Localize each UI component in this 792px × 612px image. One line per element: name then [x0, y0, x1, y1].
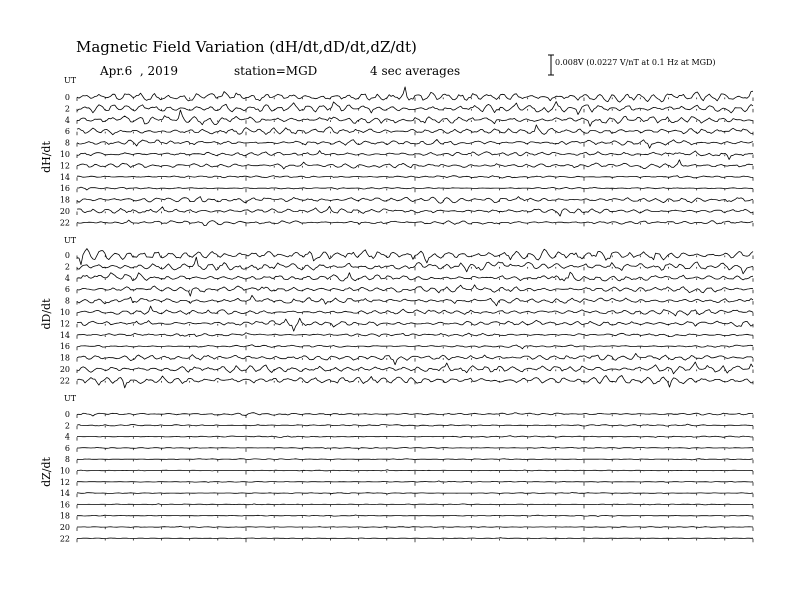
- averaging-label: 4 sec averages: [370, 64, 461, 78]
- hour-ticks: [77, 347, 753, 351]
- ut-tick-label: 0: [64, 93, 70, 102]
- scale-bar: [548, 55, 554, 75]
- ut-tick-label: 12: [59, 319, 70, 329]
- ut-tick-label: 10: [59, 466, 70, 476]
- scale-bar-label: 0.008V (0.0227 V/nT at 0.1 Hz at MGD): [555, 58, 716, 67]
- station-label: station=MGD: [234, 64, 318, 78]
- hour-ticks: [77, 505, 753, 509]
- ut-tick-label: 18: [59, 195, 70, 205]
- hour-ticks: [77, 494, 753, 498]
- hour-ticks: [77, 335, 753, 339]
- panel-2: [40, 236, 753, 388]
- hour-ticks: [77, 358, 753, 362]
- hour-ticks: [77, 177, 753, 181]
- ut-tick-label: 2: [64, 262, 70, 272]
- ut-axis-label: UT: [64, 76, 77, 85]
- ut-tick-label: 6: [64, 127, 70, 137]
- ut-tick-label: 4: [64, 115, 70, 125]
- hour-ticks: [77, 166, 753, 170]
- hour-ticks: [77, 313, 753, 317]
- trace-dHdt-ut2: [77, 102, 753, 115]
- panel-label: dH/dt: [40, 141, 53, 173]
- ut-tick-label: 0: [64, 410, 70, 419]
- ut-tick-label: 18: [59, 511, 70, 521]
- ut-tick-label: 6: [64, 285, 70, 295]
- ut-tick-label: 16: [59, 184, 70, 194]
- ut-tick-label: 12: [59, 161, 70, 171]
- ut-tick-label: 14: [59, 330, 70, 340]
- ut-tick-label: 20: [59, 523, 70, 532]
- ut-tick-label: 6: [64, 443, 70, 453]
- ut-tick-label: 20: [59, 365, 70, 374]
- hour-ticks: [77, 324, 753, 328]
- hour-ticks: [77, 448, 753, 452]
- ut-tick-label: 10: [59, 308, 70, 317]
- trace-dDdt-ut2: [77, 257, 753, 274]
- ut-tick-label: 12: [59, 477, 70, 487]
- hour-ticks: [77, 539, 753, 543]
- trace-dZdt-ut16: [77, 504, 753, 505]
- hour-ticks: [77, 426, 753, 430]
- hour-ticks: [77, 437, 753, 441]
- ut-tick-label: 2: [64, 104, 70, 114]
- ut-tick-label: 20: [59, 207, 70, 216]
- hour-ticks: [77, 415, 753, 419]
- hour-ticks: [77, 516, 753, 520]
- ut-axis-label: UT: [64, 394, 77, 403]
- trace-dDdt-ut22: [77, 376, 753, 388]
- ut-tick-label: 22: [59, 534, 70, 544]
- trace-dZdt-ut12: [77, 481, 753, 483]
- panel-3: [40, 394, 753, 543]
- trace-dZdt-ut8: [77, 459, 753, 460]
- ut-tick-label: 16: [59, 500, 70, 510]
- ut-tick-label: 8: [64, 296, 70, 306]
- hour-ticks: [77, 120, 753, 124]
- ut-tick-label: 4: [64, 432, 70, 442]
- trace-dZdt-ut6: [77, 447, 753, 448]
- chart-title: Magnetic Field Variation (dH/dt,dD/dt,dZ/dt): [76, 38, 417, 56]
- panel-label: dD/dt: [40, 298, 53, 330]
- ut-tick-label: 22: [59, 376, 70, 386]
- ut-tick-label: 8: [64, 455, 70, 465]
- trace-dHdt-ut8: [77, 139, 753, 148]
- trace-dZdt-ut10: [77, 470, 753, 471]
- date-label: Apr.6 , 2019: [100, 64, 179, 78]
- trace-dZdt-ut22: [77, 538, 753, 539]
- hour-ticks: [77, 267, 753, 271]
- hour-ticks: [77, 460, 753, 464]
- ut-tick-label: 0: [64, 251, 70, 260]
- hour-ticks: [77, 155, 753, 159]
- hour-ticks: [77, 132, 753, 136]
- trace-dZdt-ut2: [77, 424, 753, 426]
- ut-tick-label: 16: [59, 342, 70, 352]
- ut-tick-label: 8: [64, 138, 70, 148]
- hour-ticks: [77, 223, 753, 227]
- hour-ticks: [77, 528, 753, 532]
- ut-tick-label: 14: [59, 172, 70, 182]
- ut-tick-label: 22: [59, 218, 70, 228]
- hour-ticks: [77, 290, 753, 294]
- ut-tick-label: 14: [59, 489, 70, 499]
- ut-tick-label: 10: [59, 150, 70, 159]
- ut-axis-label: UT: [64, 236, 77, 245]
- trace-dHdt-ut4: [77, 110, 753, 126]
- ut-tick-label: 4: [64, 273, 70, 283]
- hour-ticks: [77, 189, 753, 193]
- ut-tick-label: 2: [64, 421, 70, 431]
- hour-ticks: [77, 471, 753, 475]
- ut-tick-label: 18: [59, 353, 70, 363]
- panel-label: dZ/dt: [40, 457, 53, 487]
- panel-1: [40, 76, 753, 227]
- trace-dZdt-ut20: [77, 526, 753, 527]
- hour-ticks: [77, 482, 753, 486]
- hour-ticks: [77, 370, 753, 374]
